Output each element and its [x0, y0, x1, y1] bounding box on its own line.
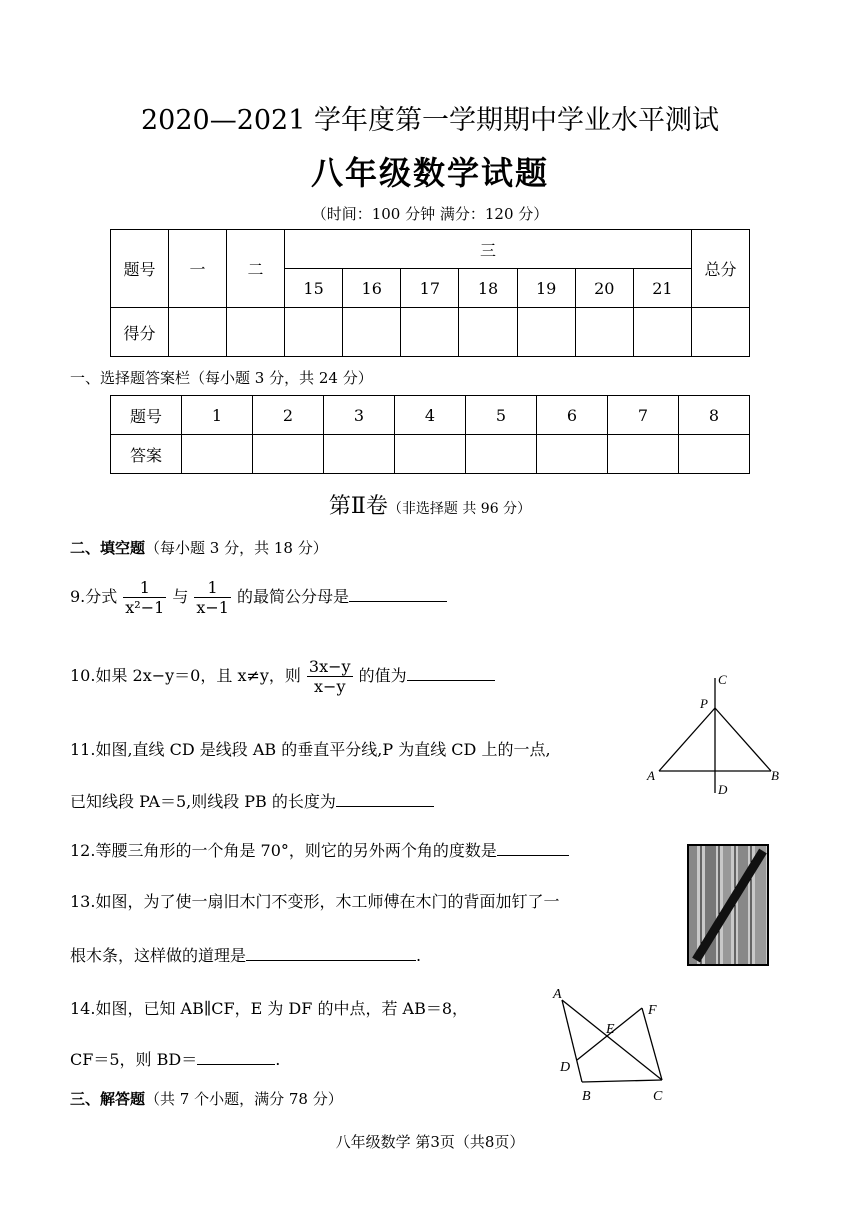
label-c: C [718, 672, 727, 687]
score-cell [401, 308, 459, 357]
q10-prefix: 10.如果 2x−y＝0，且 x≠y，则 [70, 666, 301, 685]
answer-number: 2 [253, 396, 324, 435]
score-table-subcol: 20 [575, 269, 633, 308]
label-a: A [647, 768, 655, 783]
segment-pa [659, 708, 715, 771]
label-c: C [653, 1089, 663, 1104]
question-14-line1: 14.如图，已知 AB∥CF，E 为 DF 的中点，若 AB＝8， [70, 999, 469, 1018]
q10-answer-blank[interactable] [407, 680, 495, 681]
segment-bc [582, 1080, 662, 1082]
score-cell [692, 308, 750, 357]
q13-end: . [416, 946, 422, 965]
question-9 [70, 578, 447, 617]
door-plank [689, 846, 697, 964]
label-d: D [718, 782, 728, 797]
q14-answer-blank[interactable] [197, 1064, 275, 1065]
section1-heading: 一、选择题答案栏（每小题 3 分，共 24 分） [70, 369, 373, 387]
q11-answer-blank[interactable] [336, 806, 434, 807]
section2-note: （每小题 3 分，共 18 分） [145, 539, 328, 557]
score-cell [343, 308, 401, 357]
q9-frac2-den: x−1 [196, 598, 229, 617]
score-cell [285, 308, 343, 357]
question-13-line2 [70, 943, 421, 966]
q14-text: CF＝5，则 BD＝ [70, 1050, 198, 1069]
section3-note: （共 7 个小题，满分 78 分） [145, 1090, 343, 1108]
score-table-header-total: 总分 [692, 230, 750, 308]
label-d: D [560, 1060, 571, 1075]
answer-number: 4 [395, 396, 466, 435]
answer-cell [395, 435, 466, 474]
time-info: （时间：100 分钟 满分：120 分） [311, 205, 549, 223]
door-plank [738, 846, 748, 964]
q12-text: 12.等腰三角形的一个角是 70°，则它的另外两个角的度数是 [70, 841, 497, 860]
part2-title: 第Ⅱ卷 [328, 494, 388, 519]
score-table-header-one: 一 [169, 230, 227, 308]
answer-table [110, 395, 750, 474]
answer-cell [608, 435, 679, 474]
score-table-subcol: 18 [459, 269, 517, 308]
segment-pb [715, 708, 771, 771]
q10-frac-den: x−y [314, 677, 346, 696]
label-a: A [553, 987, 562, 1002]
figure-wooden-door [686, 843, 770, 967]
answer-cell [182, 435, 253, 474]
figure-perpendicular-bisector [640, 668, 790, 798]
score-table-header-two: 二 [227, 230, 285, 308]
score-table-header-three: 三 [285, 230, 692, 269]
score-cell [169, 308, 227, 357]
q13-answer-blank[interactable] [246, 960, 416, 961]
figure-parallel-lines [545, 980, 675, 1110]
question-10 [70, 657, 495, 696]
score-table-subcol: 16 [343, 269, 401, 308]
score-cell [517, 308, 575, 357]
answer-number: 7 [608, 396, 679, 435]
score-cell [459, 308, 517, 357]
q9-frac1-den: x²−1 [125, 598, 165, 617]
question-12 [70, 838, 569, 861]
score-cell [575, 308, 633, 357]
section2-title: 二、填空题 [70, 539, 146, 557]
question-14-line2 [70, 1047, 280, 1070]
answer-cell [466, 435, 537, 474]
subject-title: 八年级数学试题 [310, 154, 549, 192]
answer-cell [253, 435, 324, 474]
answer-number: 1 [182, 396, 253, 435]
question-11-line2 [70, 789, 434, 812]
answer-number: 5 [466, 396, 537, 435]
q9-prefix: 9.分式 [70, 587, 118, 606]
q10-frac-num: 3x−y [308, 657, 351, 676]
q9-frac2-num: 1 [194, 578, 231, 598]
score-table-subcol: 19 [517, 269, 575, 308]
exam-title: 2020—2021 学年度第一学期期中学业水平测试 [140, 105, 719, 136]
score-table-subcol: 15 [285, 269, 343, 308]
answer-number: 8 [679, 396, 750, 435]
label-f: F [648, 1003, 657, 1018]
score-table-subcol: 21 [633, 269, 691, 308]
q9-answer-blank[interactable] [349, 601, 447, 602]
score-table-header-question: 题号 [111, 230, 169, 308]
answer-number: 3 [324, 396, 395, 435]
q14-end: . [275, 1050, 281, 1069]
score-row-label: 得分 [111, 308, 169, 357]
q11-text: 已知线段 PA＝5,则线段 PB 的长度为 [70, 792, 336, 811]
q9-fraction-2 [194, 578, 231, 617]
label-b: B [771, 768, 779, 783]
section3-heading [70, 1088, 343, 1109]
part2-note: （非选择题 共 96 分） [387, 501, 532, 517]
q9-suffix: 的最简公分母是 [236, 587, 349, 606]
section2-heading [70, 537, 328, 558]
q10-suffix: 的值为 [358, 666, 407, 685]
q12-answer-blank[interactable] [497, 855, 569, 856]
answer-cell [324, 435, 395, 474]
score-table [110, 229, 750, 357]
part2-header [0, 489, 860, 520]
q9-mid: 与 [172, 587, 189, 606]
section3-title: 三、解答题 [70, 1090, 146, 1108]
q9-fraction-1 [123, 578, 166, 617]
label-e: E [606, 1022, 615, 1037]
score-table-subcol: 17 [401, 269, 459, 308]
segment-ac [562, 1000, 662, 1080]
score-cell [227, 308, 285, 357]
q10-fraction [307, 657, 353, 696]
answer-number: 6 [537, 396, 608, 435]
answer-cell [537, 435, 608, 474]
q9-frac1-num: 1 [123, 578, 166, 598]
answer-table-row-label: 答案 [111, 435, 182, 474]
answer-table-row-label: 题号 [111, 396, 182, 435]
answer-cell [679, 435, 750, 474]
label-b: B [582, 1089, 591, 1104]
label-p: P [700, 696, 708, 711]
question-13-line1: 13.如图，为了使一扇旧木门不变形，木工师傅在木门的背面加钉了一 [70, 892, 560, 911]
segment-fc [642, 1008, 662, 1080]
score-cell [633, 308, 691, 357]
q13-text: 根木条，这样做的道理是 [70, 946, 247, 965]
question-11-line1: 11.如图,直线 CD 是线段 AB 的垂直平分线,P 为直线 CD 上的一点, [70, 740, 551, 759]
page-footer: 八年级数学 第3页（共8页） [335, 1133, 525, 1151]
